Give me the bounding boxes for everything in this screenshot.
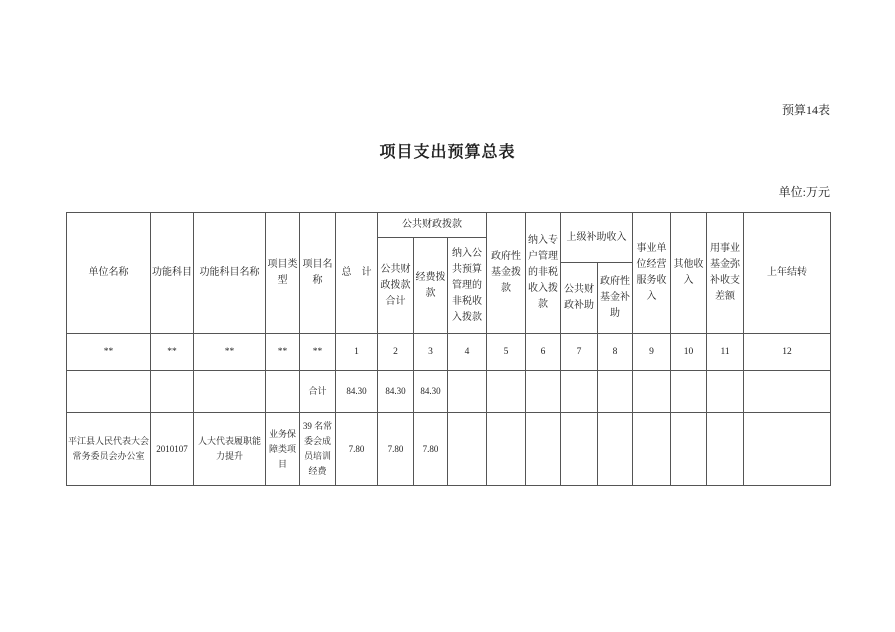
table-cell: 业务保障类项目 — [266, 413, 300, 486]
table-cell: 84.30 — [414, 371, 448, 413]
header-fund-makeup: 用事业基金弥补收支差额 — [707, 213, 744, 334]
index-cell: 12 — [744, 334, 831, 371]
index-cell: ** — [266, 334, 300, 371]
table-cell — [67, 371, 151, 413]
index-cell: ** — [194, 334, 266, 371]
table-cell — [707, 413, 744, 486]
table-cell — [633, 371, 671, 413]
header-unit-name: 单位名称 — [67, 213, 151, 334]
header-proj-type: 项目类型 — [266, 213, 300, 334]
header-nontax-special: 纳入专户管理的非税收入拨款 — [526, 213, 561, 334]
index-cell: ** — [151, 334, 194, 371]
header-func-name: 功能科目名称 — [194, 213, 266, 334]
index-cell: 7 — [561, 334, 598, 371]
index-cell: 6 — [526, 334, 561, 371]
header-superior-subsidy-group: 上级补助收入 — [561, 213, 633, 263]
table-cell — [526, 371, 561, 413]
header-nontax-public-budget: 纳入公共预算管理的非税收入拨款 — [448, 238, 487, 334]
header-public-finance-group: 公共财政拨款 — [378, 213, 487, 238]
table-cell — [448, 413, 487, 486]
header-proj-name: 项目名称 — [300, 213, 336, 334]
index-cell: ** — [300, 334, 336, 371]
table-cell: 7.80 — [378, 413, 414, 486]
table-cell: 7.80 — [414, 413, 448, 486]
table-cell — [266, 371, 300, 413]
column-index-row — [67, 334, 831, 371]
header-gov-fund-subsidy: 政府性基金补助 — [598, 263, 633, 334]
index-cell: 9 — [633, 334, 671, 371]
table-cell — [561, 413, 598, 486]
table-cell — [707, 371, 744, 413]
header-other-income: 其他收入 — [671, 213, 707, 334]
index-cell: 11 — [707, 334, 744, 371]
table-cell: 合计 — [300, 371, 336, 413]
table-cell: 人大代表履职能力提升 — [194, 413, 266, 486]
table-cell: 84.30 — [336, 371, 378, 413]
total-row — [67, 371, 831, 413]
table-cell — [151, 371, 194, 413]
table-cell: 平江县人民代表大会常务委员会办公室 — [67, 413, 151, 486]
index-cell: 3 — [414, 334, 448, 371]
table-cell — [561, 371, 598, 413]
header-public-finance-subsidy: 公共财政补助 — [561, 263, 598, 334]
budget-table — [66, 212, 831, 486]
table-cell — [598, 413, 633, 486]
table-cell: 2010107 — [151, 413, 194, 486]
table-cell — [448, 371, 487, 413]
header-gov-fund: 政府性基金拨款 — [487, 213, 526, 334]
table-cell: 39 名常委会成员培训经费 — [300, 413, 336, 486]
index-cell: 10 — [671, 334, 707, 371]
index-cell: 1 — [336, 334, 378, 371]
table-cell — [671, 413, 707, 486]
unit-label: 单位:万元 — [778, 185, 830, 199]
table-cell — [744, 413, 831, 486]
table-cell — [194, 371, 266, 413]
header-fund-appropriation: 经费拨款 — [414, 238, 448, 334]
index-cell: 4 — [448, 334, 487, 371]
form-number-label: 预算14表 — [781, 103, 830, 117]
table-cell: 7.80 — [336, 413, 378, 486]
table-cell — [487, 371, 526, 413]
header-public-finance-total: 公共财政拨款合计 — [378, 238, 414, 334]
data-row — [67, 413, 831, 486]
index-cell: 2 — [378, 334, 414, 371]
header-carryover: 上年结转 — [744, 213, 831, 334]
header-institution-income: 事业单位经营服务收入 — [633, 213, 671, 334]
table-cell: 84.30 — [378, 371, 414, 413]
table-cell — [598, 371, 633, 413]
table-cell — [744, 371, 831, 413]
table-cell — [487, 413, 526, 486]
header-func-code: 功能科目 — [151, 213, 194, 334]
table-cell — [526, 413, 561, 486]
index-cell: 5 — [487, 334, 526, 371]
table-cell — [671, 371, 707, 413]
index-cell: ** — [67, 334, 151, 371]
index-cell: 8 — [598, 334, 633, 371]
header-total: 总 计 — [336, 213, 378, 334]
page-title: 项目支出预算总表 — [379, 144, 516, 161]
table-cell — [633, 413, 671, 486]
